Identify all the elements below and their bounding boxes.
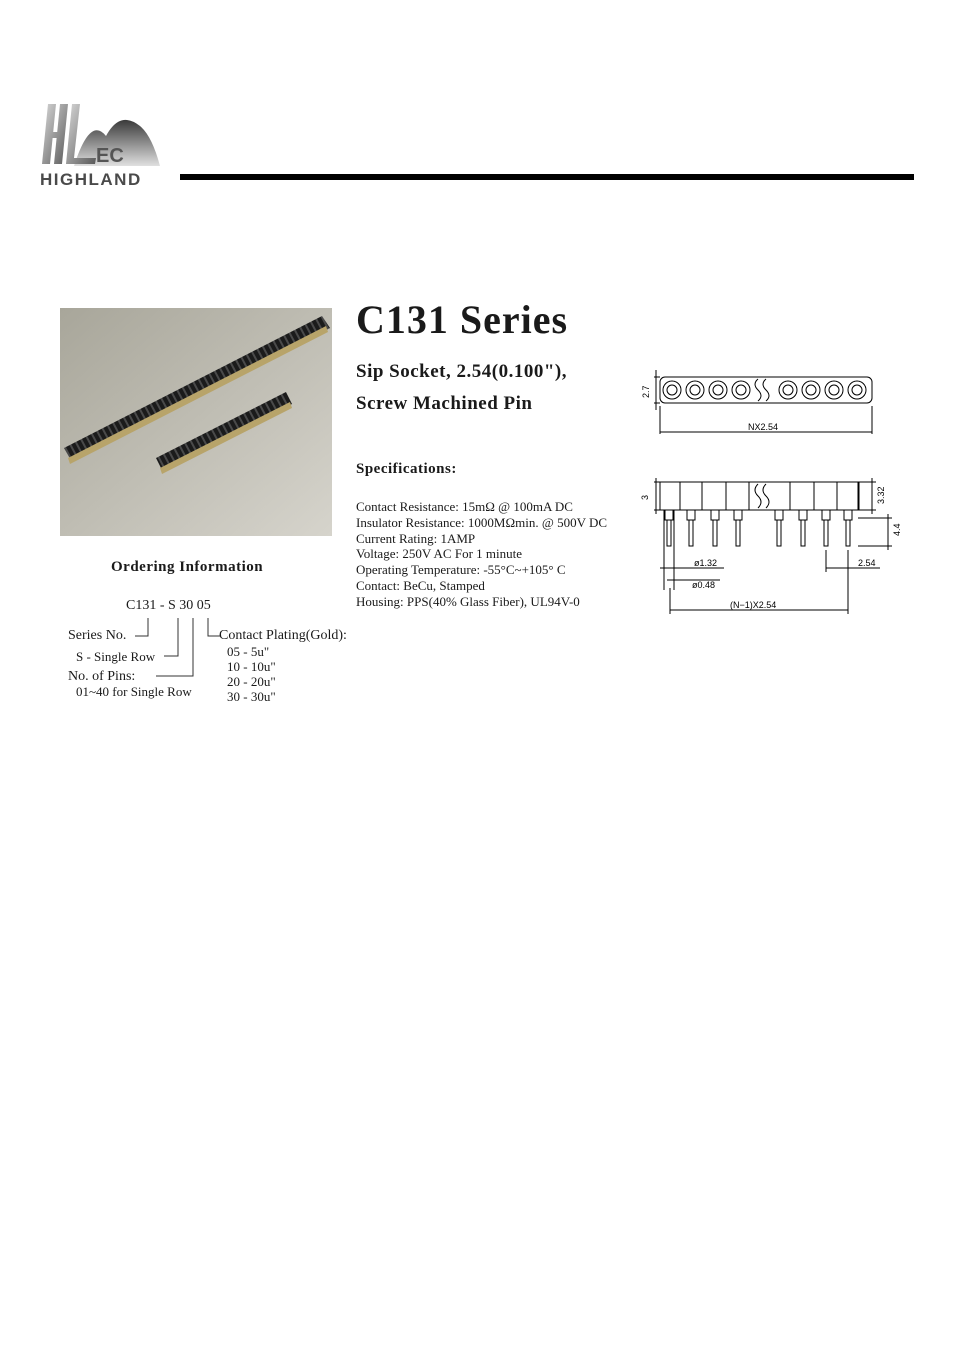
pin-tail (846, 520, 850, 546)
socket-hole-inner (852, 385, 862, 395)
plating-option: 10 - 10u" (227, 659, 276, 674)
pin-collar (734, 510, 742, 520)
socket-hole (848, 381, 866, 399)
dim-top-length: NX2.54 (748, 422, 779, 432)
pin-tail (713, 520, 717, 546)
dim-dia-048: ø0.48 (692, 580, 716, 590)
ordering-heading: Ordering Information (111, 559, 264, 575)
dim-total-length: (N−1)X2.54 (730, 600, 777, 610)
pin-collar (665, 510, 673, 520)
plating-option: 05 - 5u" (227, 644, 270, 659)
plating-options (227, 644, 276, 704)
pin-collar (822, 510, 830, 520)
pin-tail (824, 520, 828, 546)
break-mark (755, 484, 769, 508)
dim-side-44: 4.4 (892, 523, 902, 536)
socket-hole (825, 381, 843, 399)
pin-collar (775, 510, 783, 520)
pin-tail (736, 520, 740, 546)
socket-hole-inner (829, 385, 839, 395)
single-row-label: S - Single Row (76, 649, 156, 664)
pin-tail (667, 520, 671, 546)
socket-hole-inner (783, 385, 793, 395)
dim-dia-132: ø1.32 (694, 558, 718, 568)
socket-hole (686, 381, 704, 399)
spec-item: Current Rating: 1AMP (356, 530, 476, 546)
socket-hole (709, 381, 727, 399)
spec-item: Contact Resistance: 15mΩ @ 100mA DC (356, 499, 573, 514)
socket-hole-inner (736, 385, 746, 395)
socket-hole-inner (713, 385, 723, 395)
side-view-drawing (632, 470, 922, 620)
page-title: C131 Series (356, 297, 569, 342)
pin-collar (844, 510, 852, 520)
socket-hole (663, 381, 681, 399)
socket-hole (732, 381, 750, 399)
dim-top-height: 2.7 (641, 385, 651, 398)
brand-name: HIGHLAND (40, 170, 142, 189)
pins-range-label: 01~40 for Single Row (76, 684, 192, 699)
socket-hole (779, 381, 797, 399)
svg-text:EC: EC (96, 145, 124, 167)
break-mark (755, 379, 769, 401)
no-of-pins-label: No. of Pins: (68, 669, 136, 684)
series-no-label: Series No. (68, 628, 127, 643)
plating-option: 30 - 30u" (227, 689, 276, 704)
spec-item: Contact: BeCu, Stamped (356, 577, 485, 593)
pin-collar (799, 510, 807, 520)
socket-hole-inner (667, 385, 677, 395)
header-rule (180, 174, 914, 180)
product-subtitle: Sip Socket, 2.54(0.100"), (356, 361, 567, 382)
dim-pitch: 2.54 (858, 558, 876, 568)
contact-plating-label: Contact Plating(Gold): (219, 628, 347, 643)
product-subtitle-2: Screw Machined Pin (356, 393, 533, 414)
pin-tail (689, 520, 693, 546)
part-code: C131 - S 30 05 (126, 598, 211, 613)
spec-item: Housing: PPS(40% Glass Fiber), UL94V-0 (356, 593, 580, 609)
dim-side-332: 3.32 (876, 486, 886, 504)
pin-collar (687, 510, 695, 520)
specifications-heading: Specifications: (356, 461, 457, 477)
specifications-list (356, 499, 607, 610)
pin-tail (777, 520, 781, 546)
socket-hole-inner (806, 385, 816, 395)
plating-option: 20 - 20u" (227, 674, 276, 689)
spec-item: Voltage: 250V AC For 1 minute (356, 546, 522, 562)
product-photo (60, 308, 332, 536)
spec-item: Operating Temperature: -55°C~+105° C (356, 562, 566, 578)
pin-collar (711, 510, 719, 520)
spec-item: Insulator Resistance: 1000MΩmin. @ 500V DC (356, 514, 608, 530)
socket-hole (802, 381, 820, 399)
top-view-drawing (630, 362, 880, 440)
socket-hole-inner (690, 385, 700, 395)
pin-tail (801, 520, 805, 546)
dim-side-top: 3 (640, 494, 650, 500)
